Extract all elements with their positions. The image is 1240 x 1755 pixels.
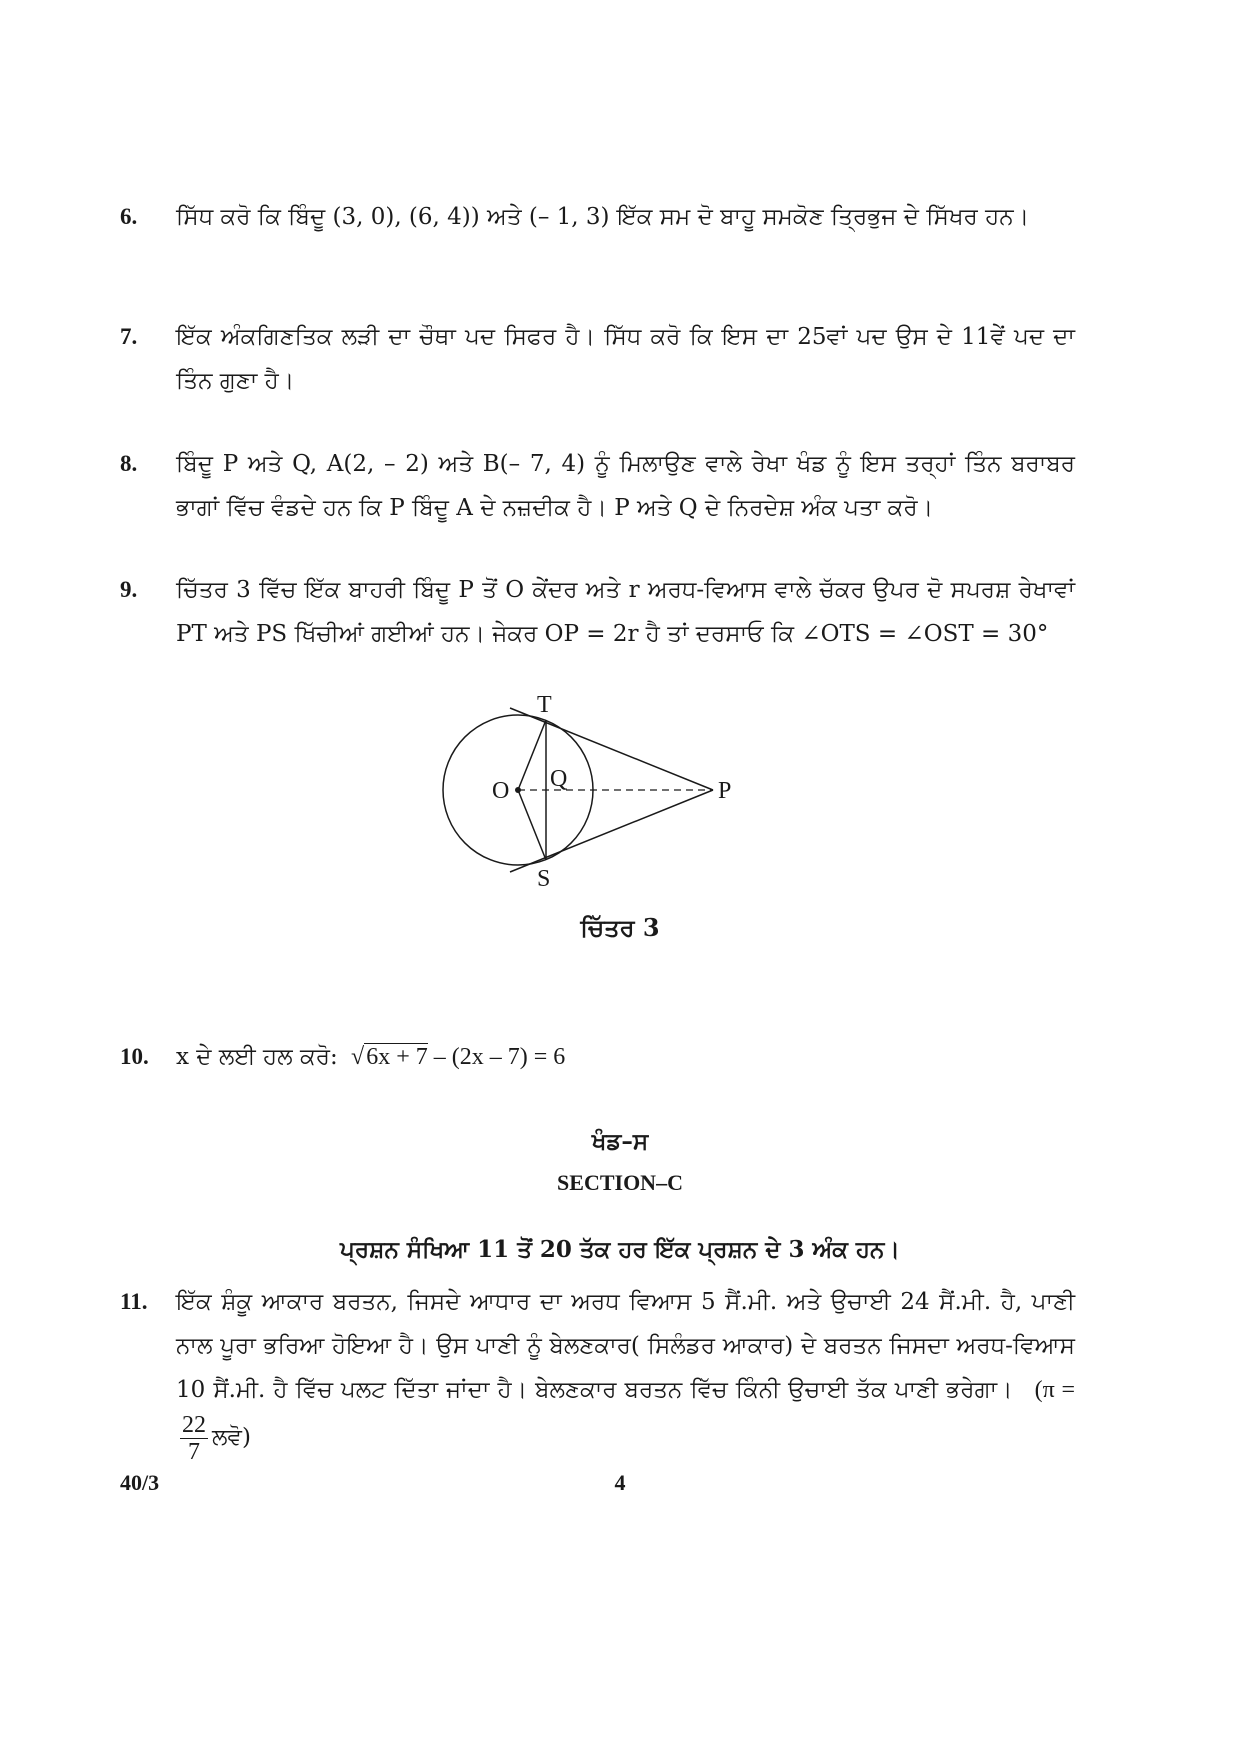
tangent-line-pt — [510, 708, 713, 790]
question-text: ਸਿੱਧ ਕਰੋ ਕਿ ਬਿੰਦੂ (3, 0), (6, 4)) ਅਤੇ (– 1, 3) ਇੱਕ ਸਮ ਦੋ ਬਾਹੂ ਸਮਕੋਣ ਤ੍ਰਿਭੁਜ ਦੇ ਸਿੱਖਰ ਹਨ। — [176, 204, 1030, 230]
figure-caption: ਚਿੱਤਰ 3 — [580, 913, 660, 942]
section-instruction: ਪ੍ਰਸ਼ਨ ਸੰਖਿਆ 11 ਤੋਂ 20 ਤੱਕ ਹਰ ਇੱਕ ਪ੍ਰਸ਼ਨ ਦੇ 3 ਅੰਕ ਹਨ। — [340, 1236, 900, 1263]
page-number: 4 — [614, 1470, 626, 1495]
figure-3-diagram — [0, 690, 1240, 900]
radical-sign: √ — [345, 1044, 365, 1070]
section-title-punjabi: ਖੰਡ–ਸ — [591, 1128, 649, 1155]
question-text — [176, 1280, 1075, 1465]
question-text — [176, 1035, 1075, 1079]
question-8 — [120, 442, 1075, 530]
question-number: 10. — [120, 1044, 149, 1069]
section-title-english: SECTION–C — [557, 1170, 683, 1195]
question-11 — [120, 1280, 1075, 1465]
question-10-prefix: x ਦੇ ਲਈ ਹਲ ਕਰੋ: — [176, 1044, 338, 1070]
center-point — [515, 787, 521, 793]
rest-expression: – (2x – 7) = 6 — [427, 1044, 566, 1070]
question-6 — [120, 195, 1075, 239]
question-7 — [120, 315, 1075, 403]
label-t: T — [537, 692, 552, 718]
label-o: O — [492, 778, 510, 804]
segment-ot — [518, 720, 546, 790]
label-s: S — [537, 866, 551, 892]
segment-os — [518, 790, 546, 860]
question-number: 8. — [120, 451, 138, 476]
sqrt-expression: 6x + 7 — [366, 1044, 428, 1070]
pi-denominator: 7 — [188, 1439, 200, 1465]
question-text: ਇੱਕ ਅੰਕਗਿਣਤਿਕ ਲੜੀ ਦਾ ਚੌਥਾ ਪਦ ਸਿਫਰ ਹੈ। ਸਿੱਧ ਕਰੋ ਕਿ ਇਸ ਦਾ 25ਵਾਂ ਪਦ ਉਸ ਦੇ 11ਵੇਂ ਪਦ ਦਾ ਤਿੰਨ ਗੁਣਾ ਹੈ। — [176, 324, 1075, 394]
pi-numerator: 22 — [182, 1412, 206, 1438]
question-number: 6. — [120, 204, 138, 229]
pi-suffix: ਲਵੋ) — [212, 1424, 251, 1451]
question-text: ਚਿੱਤਰ 3 ਵਿੱਚ ਇੱਕ ਬਾਹਰੀ ਬਿੰਦੂ P ਤੋਂ O ਕੇਂਦਰ ਅਤੇ r ਅਰਧ-ਵਿਆਸ ਵਾਲੇ ਚੱਕਰ ਉਪਰ ਦੋ ਸਪਰਸ਼ ਰੇਖਾਵਾਂ PT ਅਤੇ PS ਖਿੱਚੀਆਂ ਗਈਆਂ ਹਨ। ਜੇਕਰ OP = 2r ਹੈ ਤਾਂ ਦਰਸਾਓ ਕਿ ∠OTS = ∠OST = 30° — [176, 577, 1075, 647]
tangent-line-ps — [510, 790, 713, 872]
pi-fraction — [180, 1412, 208, 1465]
question-11-text: ਇੱਕ ਸ਼ੰਕੂ ਆਕਾਰ ਬਰਤਨ, ਜਿਸਦੇ ਆਧਾਰ ਦਾ ਅਰਧ ਵਿਆਸ 5 ਸੈਂ.ਮੀ. ਅਤੇ ਉਚਾਈ 24 ਸੈਂ.ਮੀ. ਹੈ, ਪਾਣੀ ਨਾਲ ਪੂਰਾ ਭਰਿਆ ਹੋਇਆ ਹੈ। ਉਸ ਪਾਣੀ ਨੂੰ ਬੇਲਣਕਾਰ( ਸਿਲੰਡਰ ਆਕਾਰ) ਦੇ ਬਰਤਨ ਜਿਸਦਾ ਅਰਧ-ਵਿਆਸ 10 ਸੈਂ.ਮੀ. ਹੈ ਵਿੱਚ ਪਲਟ ਦਿੱਤਾ ਜਾਂਦਾ ਹੈ। ਬੇਲਣਕਾਰ ਬਰਤਨ ਵਿੱਚ ਕਿੰਨੀ ਉਚਾਈ ਤੱਕ ਪਾਣੀ ਭਰੇਗਾ। — [176, 1289, 1075, 1403]
question-number: 9. — [120, 577, 138, 602]
label-p: P — [718, 778, 732, 804]
pi-prefix: (π = — [1034, 1377, 1075, 1403]
question-9 — [120, 568, 1075, 656]
question-10 — [120, 1035, 1075, 1079]
question-number: 11. — [120, 1289, 148, 1314]
paper-code: 40/3 — [120, 1470, 160, 1495]
question-number: 7. — [120, 324, 138, 349]
question-text: ਬਿੰਦੂ P ਅਤੇ Q, A(2, – 2) ਅਤੇ B(– 7, 4) ਨੂੰ ਮਿਲਾਉਣ ਵਾਲੇ ਰੇਖਾ ਖੰਡ ਨੂੰ ਇਸ ਤਰ੍ਹਾਂ ਤਿੰਨ ਬਰਾਬਰ ਭਾਗਾਂ ਵਿੱਚ ਵੰਡਦੇ ਹਨ ਕਿ P ਬਿੰਦੂ A ਦੇ ਨਜ਼ਦੀਕ ਹੈ। P ਅਤੇ Q ਦੇ ਨਿਰਦੇਸ਼ ਅੰਕ ਪਤਾ ਕਰੋ। — [176, 451, 1075, 521]
label-q: Q — [550, 766, 568, 792]
